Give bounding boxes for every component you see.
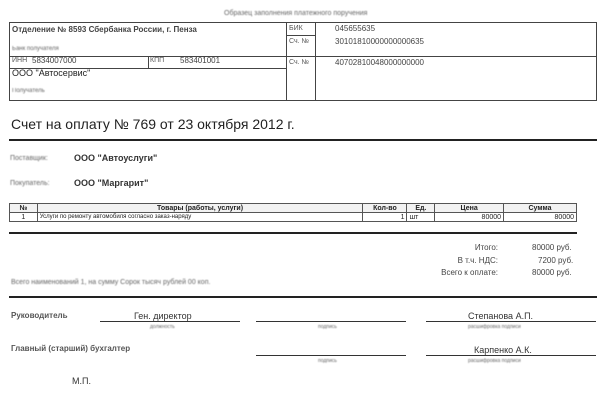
col-num: № bbox=[10, 204, 38, 213]
table-bottom-line bbox=[9, 232, 577, 234]
accountant-sign-caption: подпись bbox=[318, 358, 337, 364]
bank-header-caption: Образец заполнения платежного поручения bbox=[224, 10, 368, 17]
summary-line: Всего наименований 1, на сумму Сорок тысяч рублей 00 коп. bbox=[11, 279, 211, 286]
total-label: Итого: bbox=[474, 243, 498, 252]
director-sign-line bbox=[256, 321, 406, 322]
sch2-value: 40702810048000000000 bbox=[335, 58, 424, 67]
row-num: 1 bbox=[10, 213, 38, 222]
bik-value: 045655635 bbox=[335, 24, 376, 33]
recipient-name: ООО "Автосервис" bbox=[12, 68, 91, 78]
row-unit: шт bbox=[407, 213, 435, 222]
recipient-bank-name: Отделение № 8593 Сбербанка России, г. Пенза bbox=[12, 25, 197, 34]
director-name-line bbox=[426, 321, 596, 322]
supplier-value: ООО "Автоуслуги" bbox=[74, 153, 158, 163]
goods-table bbox=[9, 203, 577, 222]
vat-label: В т.ч. НДС: bbox=[457, 256, 498, 265]
recipient-label: Получатель bbox=[12, 88, 45, 94]
director-position-caption: должность bbox=[150, 324, 175, 330]
col-goods: Товары (работы, услуги) bbox=[37, 204, 363, 213]
summary-underline bbox=[9, 296, 597, 298]
accountant-name-line bbox=[426, 355, 596, 356]
table-header-row bbox=[10, 204, 577, 213]
accountant-name-caption: расшифровка подписи bbox=[468, 358, 521, 364]
col-unit: Ед. bbox=[407, 204, 435, 213]
director-label: Руководитель bbox=[11, 311, 68, 320]
director-sign-caption: подпись bbox=[318, 324, 337, 330]
stamp-mark: М.П. bbox=[72, 376, 91, 386]
col-sum: Сумма bbox=[504, 204, 577, 213]
supplier-label: Поставщик: bbox=[10, 155, 48, 162]
sch-label: Сч. № bbox=[289, 38, 310, 45]
kpp-value: 583401001 bbox=[180, 56, 221, 65]
col-price: Цена bbox=[435, 204, 504, 213]
row-sum: 80000 bbox=[504, 213, 577, 222]
pay-label: Всего к оплате: bbox=[441, 268, 498, 277]
vat-value: 7200 руб. bbox=[538, 256, 574, 265]
sch2-label: Сч. № bbox=[289, 59, 310, 66]
director-name-caption: расшифровка подписи bbox=[468, 324, 521, 330]
total-value: 80000 руб. bbox=[532, 243, 572, 252]
director-position: Ген. директор bbox=[134, 311, 192, 321]
buyer-value: ООО "Маргарит" bbox=[74, 178, 149, 188]
recipient-bank-label: Банк получателя bbox=[12, 46, 59, 52]
director-name: Степанова А.П. bbox=[468, 311, 534, 321]
accountant-name: Карпенко А.К. bbox=[474, 345, 532, 355]
inn-label: ИНН bbox=[12, 57, 28, 64]
row-price: 80000 bbox=[435, 213, 504, 222]
table-row bbox=[10, 213, 577, 222]
row-qty: 1 bbox=[363, 213, 407, 222]
accountant-sign-line bbox=[256, 355, 406, 356]
inn-value: 5834007000 bbox=[32, 56, 77, 65]
pay-value: 80000 руб. bbox=[532, 268, 572, 277]
title-underline bbox=[9, 139, 597, 141]
kpp-label: КПП bbox=[150, 57, 165, 64]
director-position-line bbox=[100, 321, 240, 322]
bik-label: БИК bbox=[289, 25, 303, 32]
accountant-label: Главный (старший) бухгалтер bbox=[11, 344, 131, 353]
row-goods: Услуги по ремонту автомобиля согласно заказ-наряду bbox=[37, 213, 363, 222]
sch-value: 30101810000000000635 bbox=[335, 37, 424, 46]
col-qty: Кол-во bbox=[363, 204, 407, 213]
buyer-label: Покупатель: bbox=[10, 180, 50, 187]
invoice-title: Счет на оплату № 769 от 23 октября 2012 г. bbox=[11, 116, 295, 132]
